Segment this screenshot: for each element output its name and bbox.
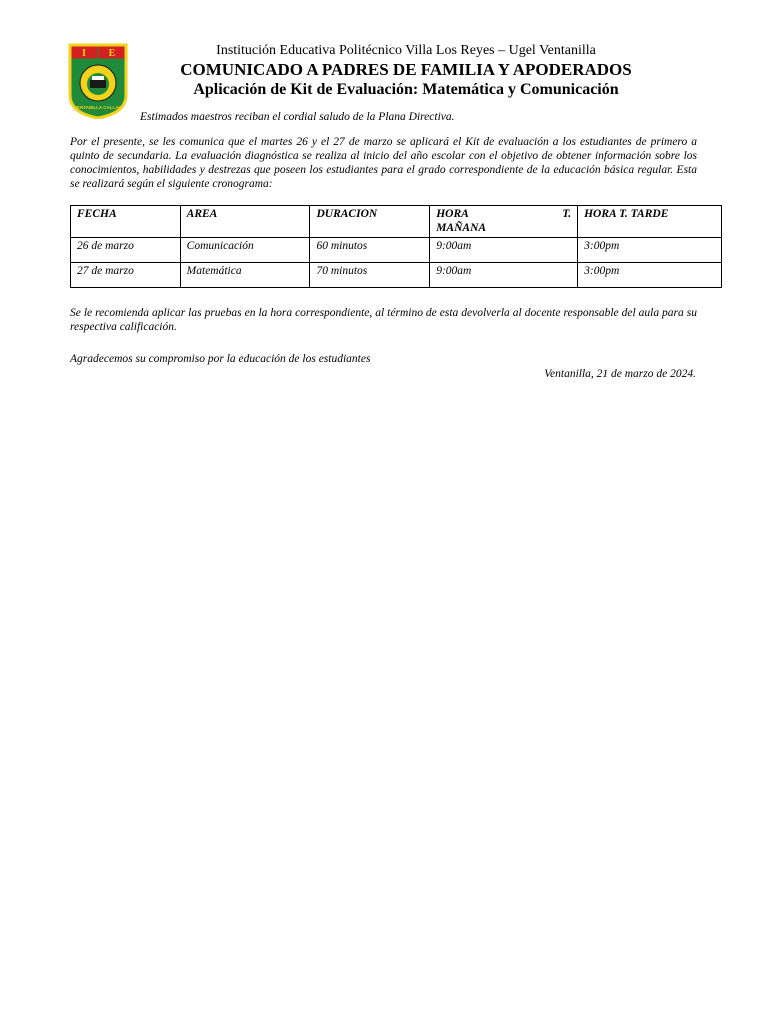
cell-area: Matemática	[180, 263, 310, 288]
thanks-text: Agradecemos su compromiso por la educación de los estudiantes	[70, 353, 371, 365]
cell-tarde: 3:00pm	[578, 238, 722, 263]
recommendation-paragraph: Se le recomienda aplicar las pruebas en la hora correspondiente, al término de esta devolverla al docente responsable del aula para su respectiva calificación.	[70, 307, 697, 333]
header-hora-tarde: HORA T. TARDE	[578, 206, 722, 238]
header-hora-manana	[430, 206, 578, 238]
cell-area: Comunicación	[180, 238, 310, 263]
document-title: COMUNICADO A PADRES DE FAMILIA Y APODERADOS	[180, 60, 632, 79]
header-duracion: DURACION	[310, 206, 430, 238]
header-hora-word: HORA	[436, 208, 469, 220]
schedule-table	[70, 205, 722, 288]
date-line: Ventanilla, 21 de marzo de 2024.	[544, 368, 696, 380]
school-crest-logo	[68, 43, 128, 119]
greeting-text: Estimados maestros reciban el cordial saludo de la Plana Directiva.	[140, 111, 455, 123]
table-header-row	[71, 206, 722, 238]
table-row	[71, 263, 722, 288]
cell-fecha: 27 de marzo	[71, 263, 181, 288]
crest-letter-i: I	[82, 48, 86, 59]
crest-letter-e: E	[108, 48, 116, 59]
cell-manana: 9:00am	[430, 263, 578, 288]
header-manana-word: MAÑANA	[436, 222, 487, 234]
letterhead	[150, 42, 662, 100]
document-subtitle: Aplicación de Kit de Evaluación: Matemática y Comunicación	[193, 81, 619, 98]
table-row	[71, 238, 722, 263]
header-fecha: FECHA	[71, 206, 181, 238]
cell-fecha: 26 de marzo	[71, 238, 181, 263]
crest-bottom-text: VENTANILLA CALLAO	[74, 105, 122, 110]
institution-name: Institución Educativa Politécnico Villa Los Reyes – Ugel Ventanilla	[216, 43, 596, 58]
cell-manana: 9:00am	[430, 238, 578, 263]
header-t-word: T.	[562, 208, 572, 220]
cell-duracion: 60 minutos	[310, 238, 430, 263]
cell-tarde: 3:00pm	[578, 263, 722, 288]
intro-paragraph: Por el presente, se les comunica que el martes 26 y el 27 de marzo se aplicará el Kit de evaluación a los estudiantes de primero a quinto de secundaria. La evaluación diagnóstica se realiza al inicio del año escolar con el objetivo de obtener información sobre los conocimientos, habilidades y destrezas que poseen los estudiantes para el grado correspondiente de la educación básica regular. Esta se realizará según el siguiente cronograma:	[70, 136, 697, 190]
cell-duracion: 70 minutos	[310, 263, 430, 288]
header-area: AREA	[180, 206, 310, 238]
